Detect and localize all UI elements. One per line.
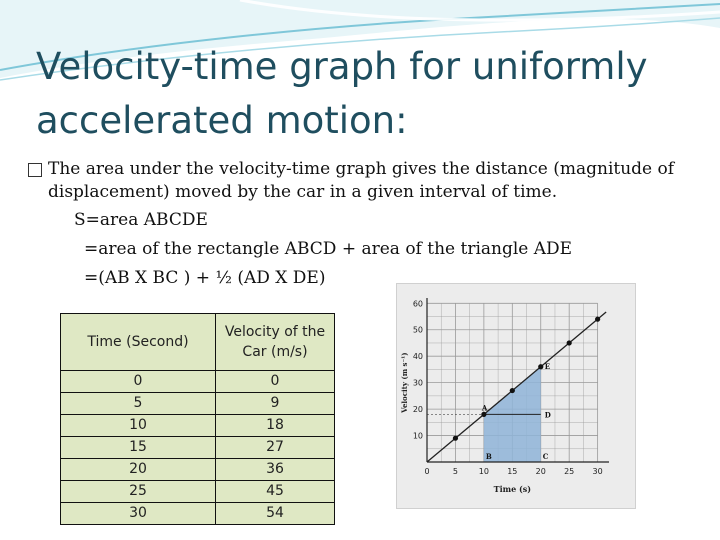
formula-line-2: =area of the rectangle ABCD + area of the triangle ADE [84,239,573,259]
table-cell: 25 [61,481,216,503]
table-cell: 5 [61,393,216,415]
label-c: C [542,452,549,461]
bullet-text: The area under the velocity-time graph gives the distance (magnitude of displacement) moved by the car in a given interval of time. [48,159,675,202]
data-point [453,436,458,441]
y-axis-label: Velocity (m s⁻¹) [400,352,409,413]
data-point [567,340,572,345]
x-tick-label: 30 [592,467,603,476]
x-tick-label: 5 [452,467,458,476]
table-row [61,437,335,459]
y-tick-label: 40 [412,352,423,362]
table-cell: 36 [216,459,335,481]
y-tick-label: 50 [412,325,423,335]
label-d: D [544,410,551,420]
x-axis-label: Time (s) [493,484,532,494]
table-row [61,481,335,503]
table-cell: 9 [216,393,335,415]
table-cell: 15 [61,437,216,459]
table-row [61,393,335,415]
table-cell: 27 [216,437,335,459]
label-b: B [485,452,492,461]
checkbox-bullet-icon [28,163,42,177]
x-tick-label: 10 [478,467,489,476]
data-point [538,364,543,369]
table-row [61,459,335,481]
y-tick-label: 30 [412,378,423,388]
formula-line-1: S=area ABCDE [74,210,208,230]
velocity-time-graph-image [396,283,636,509]
data-point [481,412,486,417]
x-tick-label: 25 [564,467,575,476]
data-point [510,388,515,393]
velocity-time-graph [397,284,635,508]
data-point [595,317,600,322]
formula-line-3: =(AB X BC ) + ½ (AD X DE) [84,268,326,288]
table-header-time: Time (Second) [61,314,216,371]
label-a: A [481,403,488,413]
table-row [61,503,335,525]
table-cell: 0 [61,371,216,393]
table-cell: 30 [61,503,216,525]
table-cell: 0 [216,371,335,393]
table-cell: 10 [61,415,216,437]
velocity-time-table [60,313,335,525]
x-tick-label: 15 [507,467,518,476]
slide-title: Velocity-time graph for uniformly accelerated motion: [36,45,648,142]
table-header-velocity: Velocity of the Car (m/s) [216,314,335,371]
y-tick-label: 20 [412,405,423,415]
table-cell: 54 [216,503,335,525]
label-e: E [544,361,551,371]
table-cell: 45 [216,481,335,503]
table-cell: 18 [216,415,335,437]
table-cell: 20 [61,459,216,481]
y-tick-label: 10 [412,431,423,441]
x-tick-label: 20 [535,467,546,476]
y-tick-label: 60 [412,299,423,309]
bullet-paragraph [28,158,698,204]
table-header-row [61,314,335,371]
table-row [61,415,335,437]
x-tick-label: 0 [424,467,430,476]
table-row [61,371,335,393]
